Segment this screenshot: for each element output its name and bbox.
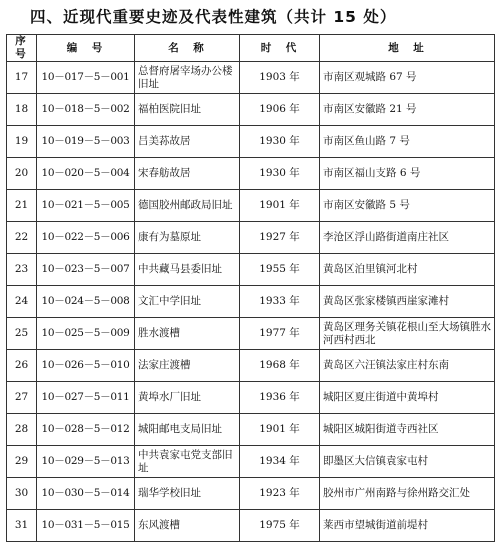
cell-era: 1901 年 — [240, 190, 320, 222]
cell-era: 1934 年 — [240, 446, 320, 478]
table-row — [7, 318, 495, 350]
section-heading: 四、近现代重要史迹及代表性建筑（共计 15 处） — [30, 8, 397, 26]
table-row — [7, 414, 495, 446]
cell-era: 1923 年 — [240, 478, 320, 510]
cell-name: 东风渡槽 — [135, 510, 240, 542]
cell-era: 1936 年 — [240, 382, 320, 414]
header-code: 编 号 — [37, 35, 135, 62]
cell-code: 10－020－5－004 — [37, 158, 135, 190]
cell-index: 29 — [7, 446, 37, 478]
cell-code: 10－017－5－001 — [37, 62, 135, 94]
cell-code: 10－021－5－005 — [37, 190, 135, 222]
header-name: 名 称 — [135, 35, 240, 62]
cell-address: 城阳区城阳街道寺西社区 — [320, 414, 495, 446]
cell-name: 城阳邮电支局旧址 — [135, 414, 240, 446]
table-row — [7, 446, 495, 478]
cell-index: 20 — [7, 158, 37, 190]
cell-address: 市南区鱼山路 7 号 — [320, 126, 495, 158]
cell-name: 康有为墓原址 — [135, 222, 240, 254]
cell-name: 文汇中学旧址 — [135, 286, 240, 318]
cell-name: 德国胶州邮政局旧址 — [135, 190, 240, 222]
cell-code: 10－030－5－014 — [37, 478, 135, 510]
cell-name: 胜水渡槽 — [135, 318, 240, 350]
cell-name: 宋春舫故居 — [135, 158, 240, 190]
cell-address: 黄岛区张家楼镇西崖家滩村 — [320, 286, 495, 318]
cell-address: 黄岛区理务关镇花根山至大场镇胜水河西村西北 — [320, 318, 495, 350]
cell-index: 26 — [7, 350, 37, 382]
cell-address: 莱西市望城街道前堤村 — [320, 510, 495, 542]
cell-name: 中共袁家屯党支部旧址 — [135, 446, 240, 478]
table-row — [7, 190, 495, 222]
cell-address: 黄岛区六汪镇法家庄村东南 — [320, 350, 495, 382]
cell-address: 市南区安徽路 21 号 — [320, 94, 495, 126]
cell-code: 10－025－5－009 — [37, 318, 135, 350]
cell-index: 31 — [7, 510, 37, 542]
cell-name: 吕美荪故居 — [135, 126, 240, 158]
table-row — [7, 222, 495, 254]
cell-era: 1930 年 — [240, 126, 320, 158]
cell-name: 黄埠水厂旧址 — [135, 382, 240, 414]
cell-era: 1930 年 — [240, 158, 320, 190]
cell-era: 1906 年 — [240, 94, 320, 126]
cell-code: 10－023－5－007 — [37, 254, 135, 286]
cell-index: 23 — [7, 254, 37, 286]
cell-address: 黄岛区泊里镇河北村 — [320, 254, 495, 286]
cell-era: 1933 年 — [240, 286, 320, 318]
table-row — [7, 286, 495, 318]
table-row — [7, 158, 495, 190]
cell-address: 李沧区浮山路街道南庄社区 — [320, 222, 495, 254]
cell-era: 1955 年 — [240, 254, 320, 286]
cell-code: 10－029－5－013 — [37, 446, 135, 478]
cell-index: 27 — [7, 382, 37, 414]
cell-index: 19 — [7, 126, 37, 158]
cell-code: 10－024－5－008 — [37, 286, 135, 318]
header-index: 序号 — [7, 35, 37, 62]
cell-era: 1903 年 — [240, 62, 320, 94]
cell-code: 10－031－5－015 — [37, 510, 135, 542]
cell-code: 10－026－5－010 — [37, 350, 135, 382]
cell-index: 17 — [7, 62, 37, 94]
cell-address: 市南区福山支路 6 号 — [320, 158, 495, 190]
table-row — [7, 94, 495, 126]
cell-name: 中共藏马县委旧址 — [135, 254, 240, 286]
cell-name: 瑞华学校旧址 — [135, 478, 240, 510]
cell-era: 1975 年 — [240, 510, 320, 542]
cell-index: 22 — [7, 222, 37, 254]
table-header-row — [7, 35, 495, 62]
cell-address: 市南区安徽路 5 号 — [320, 190, 495, 222]
cell-index: 25 — [7, 318, 37, 350]
cell-name: 法家庄渡槽 — [135, 350, 240, 382]
cell-index: 21 — [7, 190, 37, 222]
table-row — [7, 382, 495, 414]
cell-index: 18 — [7, 94, 37, 126]
cell-address: 市南区观城路 67 号 — [320, 62, 495, 94]
cell-era: 1968 年 — [240, 350, 320, 382]
heritage-sites-table — [6, 34, 495, 542]
cell-era: 1901 年 — [240, 414, 320, 446]
cell-code: 10－027－5－011 — [37, 382, 135, 414]
table-row — [7, 478, 495, 510]
table-row — [7, 126, 495, 158]
cell-code: 10－022－5－006 — [37, 222, 135, 254]
cell-code: 10－019－5－003 — [37, 126, 135, 158]
cell-era: 1977 年 — [240, 318, 320, 350]
cell-address: 胶州市广州南路与徐州路交汇处 — [320, 478, 495, 510]
cell-address: 即墨区大信镇袁家屯村 — [320, 446, 495, 478]
cell-address: 城阳区夏庄街道中黄埠村 — [320, 382, 495, 414]
table-row — [7, 350, 495, 382]
cell-name: 福柏医院旧址 — [135, 94, 240, 126]
cell-index: 24 — [7, 286, 37, 318]
cell-name: 总督府屠宰场办公楼旧址 — [135, 62, 240, 94]
cell-index: 28 — [7, 414, 37, 446]
header-era: 时 代 — [240, 35, 320, 62]
cell-index: 30 — [7, 478, 37, 510]
cell-era: 1927 年 — [240, 222, 320, 254]
table-body — [7, 62, 495, 542]
table-row — [7, 62, 495, 94]
cell-code: 10－018－5－002 — [37, 94, 135, 126]
table-row — [7, 254, 495, 286]
cell-code: 10－028－5－012 — [37, 414, 135, 446]
header-address: 地 址 — [320, 35, 495, 62]
